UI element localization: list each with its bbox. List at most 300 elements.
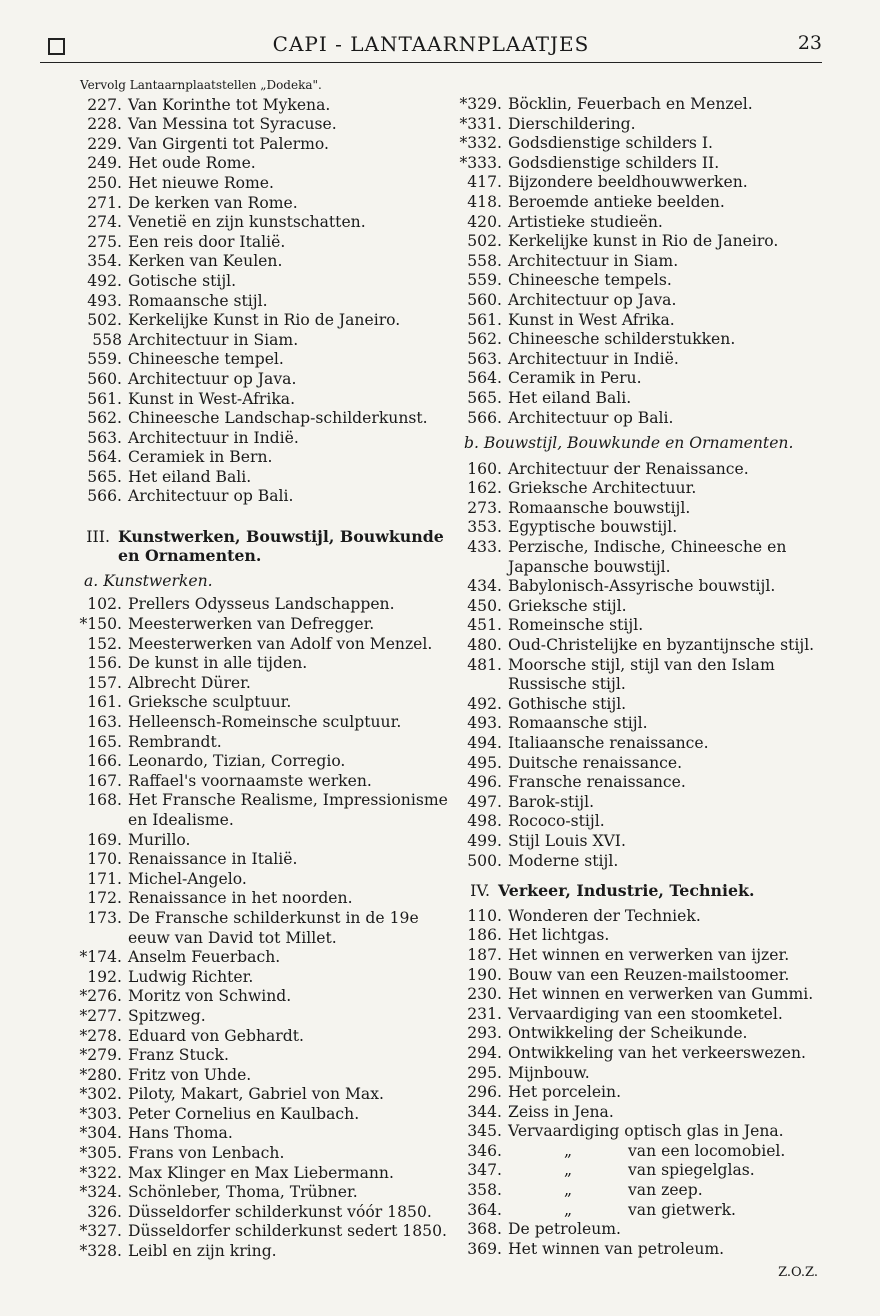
right-column — [452, 76, 820, 1259]
item-text: van spiegelglas. — [628, 1161, 755, 1180]
item-text: Chineesche tempel. — [128, 350, 284, 369]
list-item — [72, 272, 438, 292]
item-number: 171. — [87, 869, 122, 888]
list-item — [72, 850, 438, 870]
item-text: Van Korinthe tot Mykena. — [128, 95, 331, 114]
item-text: Gothische stijl. — [508, 694, 627, 713]
item-number: *333. — [459, 153, 502, 172]
item-number: 562. — [87, 409, 122, 428]
item-text: Chineesche schilderstukken. — [508, 330, 736, 349]
item-text: Michel-Angelo. — [128, 869, 247, 888]
item-number: 433. — [467, 538, 502, 557]
list-item — [72, 693, 438, 713]
item-number: 231. — [467, 1004, 502, 1023]
item-number: 502. — [467, 232, 502, 251]
item-text: Ontwikkeling van het verkeerswezen. — [508, 1043, 806, 1062]
item-text: Murillo. — [128, 830, 191, 849]
item-text: Het oude Rome. — [128, 154, 256, 173]
list-item — [72, 1124, 438, 1144]
item-number: 156. — [87, 654, 122, 673]
item-number: 227. — [87, 95, 122, 114]
list-item — [72, 909, 438, 929]
item-number: 293. — [467, 1024, 502, 1043]
page-header — [40, 30, 822, 64]
item-text: Rembrandt. — [128, 732, 222, 751]
list-item — [452, 1142, 820, 1162]
item-text: Het porcelein. — [508, 1083, 622, 1102]
item-text: Babylonisch-Assyrische bouwstijl. — [508, 577, 776, 596]
list-item — [452, 350, 820, 370]
list-item — [72, 1164, 438, 1184]
item-number: *327. — [79, 1222, 122, 1241]
item-number: 502. — [87, 311, 122, 330]
item-number: *278. — [79, 1026, 122, 1045]
item-text: Kerkelijke Kunst in Rio de Janeiro. — [128, 311, 401, 330]
item-number: 294. — [467, 1043, 502, 1062]
item-number: 497. — [467, 792, 502, 811]
list-item — [72, 733, 438, 753]
item-text: Max Klinger en Max Liebermann. — [128, 1163, 394, 1182]
list-item — [452, 460, 820, 480]
list-item — [452, 311, 820, 331]
item-text: Oud-Christelijke en byzantijnsche stijl. — [508, 636, 815, 655]
item-number: 417. — [467, 173, 502, 192]
list-item — [72, 370, 438, 390]
item-number: 566. — [467, 408, 502, 427]
item-number: *332. — [459, 134, 502, 153]
list-item — [452, 695, 820, 715]
item-number: *304. — [79, 1124, 122, 1143]
item-number: 565. — [467, 388, 502, 407]
item-number: 249. — [87, 154, 122, 173]
item-text: Raffael's voornaamste werken. — [128, 771, 372, 790]
item-text: Venetië en zijn kunstschatten. — [128, 213, 366, 232]
item-text-continuation: Japansche bouwstijl. — [508, 557, 671, 576]
left-list-1 — [72, 96, 438, 507]
item-text-continuation: Russische stijl. — [508, 675, 626, 694]
item-text: Romaansche bouwstijl. — [508, 498, 691, 517]
list-item — [452, 773, 820, 793]
item-number: 295. — [467, 1063, 502, 1082]
list-item — [452, 1181, 820, 1201]
item-number: 480. — [467, 636, 502, 655]
item-number: 354. — [87, 252, 122, 271]
item-text: van een locomobiel. — [628, 1141, 786, 1160]
turn-over-note: Z.O.Z. — [778, 1265, 818, 1280]
list-item — [72, 468, 438, 488]
item-number: 230. — [467, 985, 502, 1004]
list-item — [452, 966, 820, 986]
right-list-3 — [452, 907, 820, 1260]
item-text: Dierschildering. — [508, 114, 636, 133]
item-text: Fransche renaissance. — [508, 773, 686, 792]
item-number: 565. — [87, 467, 122, 486]
list-item — [452, 369, 820, 389]
list-item — [72, 1203, 438, 1223]
left-list-2 — [72, 595, 448, 1261]
list-item — [452, 616, 820, 636]
list-item — [72, 409, 438, 429]
list-item — [452, 714, 820, 734]
item-text: De kunst in alle tijden. — [128, 654, 308, 673]
list-item — [452, 95, 820, 115]
item-text: Van Girgenti tot Palermo. — [128, 134, 329, 153]
item-number: 564. — [87, 448, 122, 467]
item-number: 500. — [467, 851, 502, 870]
list-item — [452, 946, 820, 966]
list-item — [72, 791, 448, 811]
item-number: 229. — [87, 134, 122, 153]
item-text: Spitzweg. — [128, 1006, 206, 1025]
item-text: De petroleum. — [508, 1220, 622, 1239]
item-number: 169. — [87, 830, 122, 849]
list-item — [72, 115, 438, 135]
item-text: Kunst in West-Afrika. — [128, 389, 296, 408]
list-item — [452, 1024, 820, 1044]
list-item — [452, 1005, 820, 1025]
item-text: De kerken van Rome. — [128, 193, 298, 212]
item-number: 558. — [467, 251, 502, 270]
list-item — [452, 115, 820, 135]
list-item — [72, 292, 438, 312]
item-text: Egyptische bouwstijl. — [508, 518, 678, 537]
item-number: 558 — [92, 330, 122, 349]
item-text: Meesterwerken van Adolf von Menzel. — [128, 634, 433, 653]
item-number: *305. — [79, 1144, 122, 1163]
item-number: *324. — [79, 1183, 122, 1202]
list-item — [452, 389, 820, 409]
item-text: Het Fransche Realisme, Impressionisme — [128, 791, 448, 810]
item-number: 344. — [467, 1102, 502, 1121]
item-number: 163. — [87, 713, 122, 731]
list-item — [72, 213, 438, 233]
list-item — [72, 968, 438, 988]
list-item — [452, 232, 820, 252]
item-number: 274. — [87, 213, 122, 232]
item-text: Hans Thoma. — [128, 1124, 233, 1143]
right-list-1 — [452, 95, 820, 428]
list-item — [452, 597, 820, 617]
item-text: Romaansche stijl. — [128, 291, 268, 310]
list-item — [452, 985, 820, 1005]
item-text: van zeep. — [628, 1181, 703, 1200]
list-item — [72, 429, 438, 449]
list-item — [72, 674, 438, 694]
item-number: 172. — [87, 889, 122, 908]
list-item — [452, 577, 820, 597]
list-item — [72, 1085, 438, 1105]
list-item — [452, 1064, 820, 1084]
item-number: 418. — [467, 192, 502, 211]
item-number: 560. — [467, 290, 502, 309]
page-title: CAPI - LANTAARNPLAATJES — [272, 32, 590, 56]
item-number: 250. — [87, 173, 122, 192]
item-number: 420. — [467, 212, 502, 231]
item-number: 102. — [87, 595, 122, 614]
item-number: *279. — [79, 1046, 122, 1065]
list-item — [72, 889, 438, 909]
item-text: Bijzondere beeldhouwwerken. — [508, 173, 748, 192]
list-item — [72, 252, 438, 272]
list-item — [452, 252, 820, 272]
list-item — [452, 907, 820, 927]
ditto-mark: „ — [563, 1161, 573, 1180]
left-column — [72, 76, 448, 1262]
item-text: Peter Cornelius en Kaulbach. — [128, 1104, 360, 1123]
list-item — [452, 1122, 820, 1142]
item-number: 162. — [467, 479, 502, 498]
item-text: Leibl en zijn kring. — [128, 1242, 277, 1261]
item-number: 560. — [87, 369, 122, 388]
item-text: Fritz von Uhde. — [128, 1065, 252, 1084]
item-text: Vervaardiging van een stoomketel. — [508, 1004, 783, 1023]
item-text: Romaansche stijl. — [508, 714, 648, 733]
list-item — [452, 1103, 820, 1123]
item-number: 434. — [467, 577, 502, 596]
item-text: Grieksche stijl. — [508, 596, 627, 615]
item-number: 186. — [467, 926, 502, 945]
list-item — [72, 174, 438, 194]
item-number: 499. — [467, 831, 502, 850]
item-text: Anselm Feuerbach. — [128, 948, 281, 967]
item-number: 492. — [467, 694, 502, 713]
item-text: Wonderen der Techniek. — [508, 906, 701, 925]
item-number: 275. — [87, 232, 122, 251]
list-item — [72, 233, 438, 253]
item-number: 160. — [467, 459, 502, 478]
item-number: 157. — [87, 673, 122, 692]
list-item — [452, 1201, 820, 1221]
item-text: Albrecht Dürer. — [128, 673, 251, 692]
item-text: Moorsche stijl, stijl van den Islam — [508, 655, 775, 674]
list-item — [72, 96, 438, 116]
item-text: Ludwig Richter. — [128, 967, 254, 986]
item-number: 481. — [467, 655, 502, 674]
item-text: Ceramiek in Bern. — [128, 448, 273, 467]
item-number: 495. — [467, 753, 502, 772]
item-text: Gotische stijl. — [128, 271, 237, 290]
item-text: Stijl Louis XVI. — [508, 831, 626, 850]
item-number: *280. — [79, 1065, 122, 1084]
item-number: 496. — [467, 773, 502, 792]
list-item — [452, 479, 820, 499]
list-item — [72, 1027, 438, 1047]
item-text: Architectuur op Java. — [508, 290, 677, 309]
list-item — [452, 812, 820, 832]
item-text: Architectuur in Indië. — [128, 428, 299, 447]
item-text: Het eiland Bali. — [508, 388, 632, 407]
item-number: 228. — [87, 115, 122, 134]
item-number: 563. — [467, 349, 502, 368]
list-item — [72, 1007, 438, 1027]
header-rule — [40, 62, 822, 63]
item-text: Moderne stijl. — [508, 851, 619, 870]
list-item — [72, 350, 438, 370]
item-text: Het winnen en verwerken van ijzer. — [508, 945, 790, 964]
item-number: 493. — [87, 291, 122, 310]
list-item — [72, 615, 438, 635]
section-3-heading: III. Kunstwerken, Bouwstijl, Bouwkunde — [86, 526, 444, 546]
item-number: 166. — [87, 752, 122, 771]
list-item — [452, 499, 820, 519]
ditto-mark: „ — [563, 1181, 573, 1200]
item-text: Van Messina tot Syracuse. — [128, 115, 337, 134]
ditto-mark: „ — [563, 1141, 573, 1160]
list-item — [452, 636, 820, 656]
item-text: Romeinsche stijl. — [508, 616, 644, 635]
list-item — [72, 194, 438, 214]
item-number: *276. — [79, 987, 122, 1006]
list-item — [452, 330, 820, 350]
item-number: *150. — [79, 615, 122, 634]
item-text: Meesterwerken van Defregger. — [128, 615, 375, 634]
list-item — [452, 1044, 820, 1064]
list-item — [72, 331, 438, 351]
list-item — [72, 448, 438, 468]
list-item — [452, 173, 820, 193]
item-number: *322. — [79, 1163, 122, 1182]
item-text: Architectuur op Bali. — [508, 408, 674, 427]
item-text: Het winnen van petroleum. — [508, 1239, 725, 1258]
item-text: Het nieuwe Rome. — [128, 173, 274, 192]
list-item — [452, 271, 820, 291]
item-number: *331. — [459, 114, 502, 133]
item-number: *328. — [79, 1242, 122, 1261]
list-item — [72, 595, 438, 615]
item-number: 167. — [87, 771, 122, 790]
list-item — [72, 713, 438, 733]
list-item — [72, 1183, 438, 1203]
item-text: Rococo-stijl. — [508, 812, 605, 831]
item-number: 187. — [467, 945, 502, 964]
list-item — [452, 793, 820, 813]
list-item — [72, 948, 438, 968]
item-text: Duitsche renaissance. — [508, 753, 683, 772]
item-text: Godsdienstige schilders I. — [508, 134, 713, 153]
item-number: 170. — [87, 850, 122, 869]
item-number: 561. — [467, 310, 502, 329]
list-item — [452, 852, 820, 872]
item-text: Architectuur op Bali. — [128, 487, 294, 506]
item-text: Leonardo, Tizian, Corregio. — [128, 752, 346, 771]
list-item — [72, 487, 438, 507]
list-item — [72, 390, 438, 410]
list-item — [72, 654, 438, 674]
section-3-heading-cont: en Ornamenten. — [118, 546, 262, 566]
item-text: Düsseldorfer schilderkunst vóór 1850. — [128, 1202, 432, 1221]
item-number: 273. — [467, 498, 502, 517]
list-item — [72, 772, 438, 792]
list-item — [72, 1222, 447, 1242]
list-item — [72, 1066, 438, 1086]
item-text: Perzische, Indische, Chineesche en — [508, 538, 787, 557]
item-text: Piloty, Makart, Gabriel von Max. — [128, 1085, 384, 1104]
item-number: 173. — [87, 908, 122, 927]
list-item — [452, 134, 820, 154]
item-text: Architectuur op Java. — [128, 369, 297, 388]
item-text: Beroemde antieke beelden. — [508, 192, 725, 211]
item-number: *302. — [79, 1085, 122, 1104]
item-text: Franz Stuck. — [128, 1046, 229, 1065]
item-number: 168. — [87, 791, 122, 810]
item-text: Prellers Odysseus Landschappen. — [128, 595, 395, 614]
list-item — [72, 1144, 438, 1164]
list-item — [452, 538, 820, 558]
item-text: Vervaardiging optisch glas in Jena. — [508, 1122, 784, 1141]
item-text: Ontwikkeling der Scheikunde. — [508, 1024, 748, 1043]
section-4-heading: IV. Verkeer, Industrie, Techniek. — [470, 881, 755, 901]
item-text: Moritz von Schwind. — [128, 987, 292, 1006]
item-text: Chineesche Landschap-schilderkunst. — [128, 409, 428, 428]
item-text: Helleensch-Romeinsche sculptuur. — [128, 713, 402, 731]
item-number: 346. — [467, 1141, 502, 1160]
list-item — [452, 656, 820, 676]
item-number: *329. — [459, 95, 502, 113]
item-number: 559. — [87, 350, 122, 369]
list-item — [72, 154, 438, 174]
item-text: Zeiss in Jena. — [508, 1102, 614, 1121]
item-text: Mijnbouw. — [508, 1063, 590, 1082]
list-item — [72, 1242, 438, 1262]
item-number: 152. — [87, 634, 122, 653]
item-number: 494. — [467, 734, 502, 752]
item-text: Italiaansche renaissance. — [508, 734, 709, 752]
item-number: 562. — [467, 330, 502, 349]
item-number: *174. — [79, 948, 122, 967]
list-item — [72, 1046, 438, 1066]
item-text: Grieksche Architectuur. — [508, 479, 697, 498]
list-item — [452, 213, 820, 233]
subsection-b: b. Bouwstijl, Bouwkunde en Ornamenten. — [464, 434, 794, 453]
item-text-continuation: en Idealisme. — [128, 810, 234, 829]
item-number: 110. — [467, 906, 502, 925]
item-text: Schönleber, Thoma, Trübner. — [128, 1183, 358, 1202]
item-number: 559. — [467, 271, 502, 290]
item-text: Een reis door Italië. — [128, 232, 286, 251]
list-item — [72, 635, 438, 655]
item-text: Renaissance in Italië. — [128, 850, 298, 869]
list-item — [72, 135, 438, 155]
list-item — [452, 154, 820, 174]
item-text: Kunst in West Afrika. — [508, 310, 675, 329]
item-text: Barok-stijl. — [508, 792, 595, 811]
list-item — [72, 1105, 438, 1125]
item-text: Bouw van een Reuzen-mailstoomer. — [508, 965, 790, 984]
page-number: 23 — [797, 32, 822, 54]
item-number: 271. — [87, 193, 122, 212]
item-text: Het eiland Bali. — [128, 467, 252, 486]
item-text: Kerken van Keulen. — [128, 252, 283, 271]
item-text: Böcklin, Feuerbach en Menzel. — [508, 95, 753, 113]
item-text: Grieksche sculptuur. — [128, 693, 292, 712]
list-item — [452, 193, 820, 213]
list-item — [452, 734, 820, 754]
right-list-2 — [452, 460, 820, 871]
item-text: Ceramik in Peru. — [508, 369, 642, 388]
item-number: 165. — [87, 732, 122, 751]
list-item — [452, 754, 820, 774]
item-number: 451. — [467, 616, 502, 635]
item-number: 368. — [467, 1220, 502, 1239]
item-number: 563. — [87, 428, 122, 447]
item-number: 498. — [467, 812, 502, 831]
list-item — [452, 1083, 820, 1103]
item-text: Renaissance in het noorden. — [128, 889, 353, 908]
list-item — [72, 870, 438, 890]
list-item — [452, 291, 820, 311]
item-number: 161. — [87, 693, 122, 712]
item-text: Kerkelijke kunst in Rio de Janeiro. — [508, 232, 779, 251]
